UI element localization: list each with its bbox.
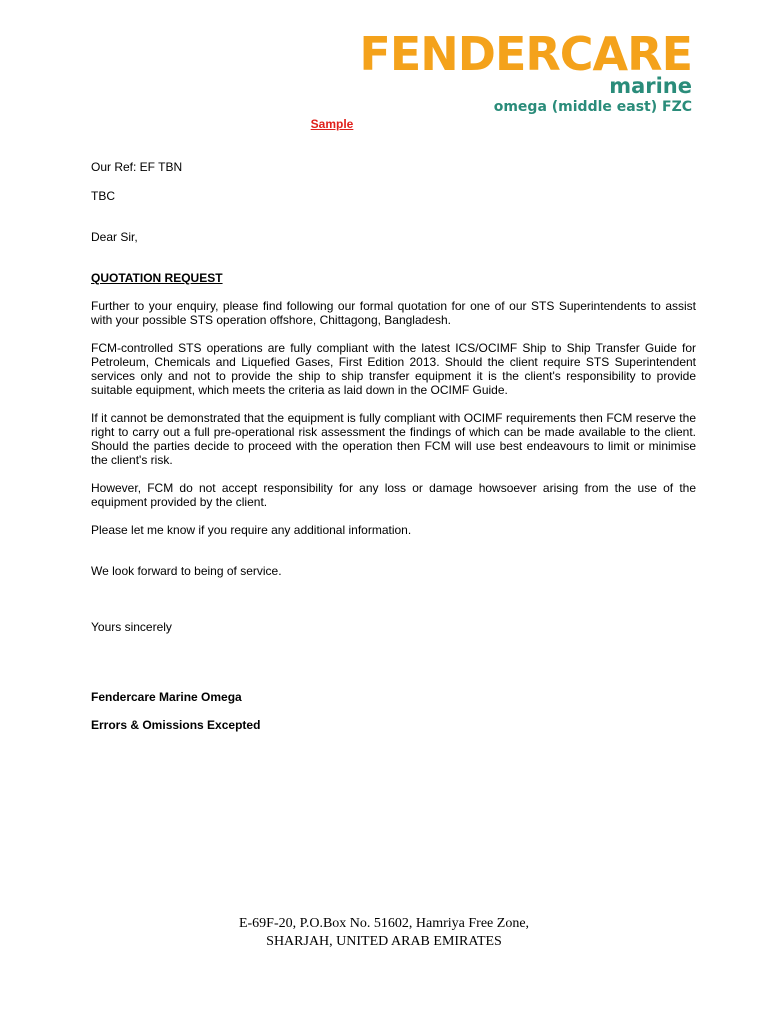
sample-label: Sample: [310, 117, 354, 131]
paragraph-2: FCM-controlled STS operations are fully compliant with the latest ICS/OCIMF Ship to Ship Transfer Guide for Petroleum, Chemicals and Liquefied Gases, First Edition 2013. Should the client require STS Superintendent services only and not to provide the ship to ship transfer equipment it is the client's responsibility to provide suitable equipment, which meets the criteria as laid down in the OCIMF Guide.: [91, 341, 696, 397]
sign-off: Yours sincerely: [91, 620, 172, 634]
logo-sub-text: marine: [609, 74, 692, 98]
logo-brand-text: FENDERCARE: [359, 27, 692, 81]
paragraph-1: Further to your enquiry, please find following our formal quotation for one of our STS Superintendents to assist with your possible STS operation offshore, Chittagong, Bangladesh.: [91, 299, 696, 327]
paragraph-3: If it cannot be demonstrated that the equipment is fully compliant with OCIMF requirements then FCM reserve the right to carry out a full pre-operational risk assessment the findings of which can be made available to the client. Should the parties decide to proceed with the operation then FCM will use best endeavours to limit or minimise the client's risk.: [91, 411, 696, 467]
addressee: TBC: [91, 189, 115, 203]
disclaimer: Errors & Omissions Excepted: [91, 718, 261, 732]
company-logo: [359, 28, 692, 116]
signatory: Fendercare Marine Omega: [91, 690, 242, 704]
paragraph-4: However, FCM do not accept responsibility for any loss or damage howsoever arising from the use of the equipment provided by the client.: [91, 481, 696, 509]
letter-heading: QUOTATION REQUEST: [91, 271, 223, 285]
salutation: Dear Sir,: [91, 230, 138, 244]
our-reference: Our Ref: EF TBN: [91, 160, 183, 174]
footer-address-line-2: SHARJAH, UNITED ARAB EMIRATES: [266, 934, 502, 949]
logo-company-text: omega (middle east) FZC: [493, 99, 692, 115]
paragraph-5: Please let me know if you require any additional information.: [91, 523, 412, 537]
closing-line: We look forward to being of service.: [91, 564, 282, 578]
footer-address-line-1: E-69F-20, P.O.Box No. 51602, Hamriya Free Zone,: [238, 916, 530, 931]
